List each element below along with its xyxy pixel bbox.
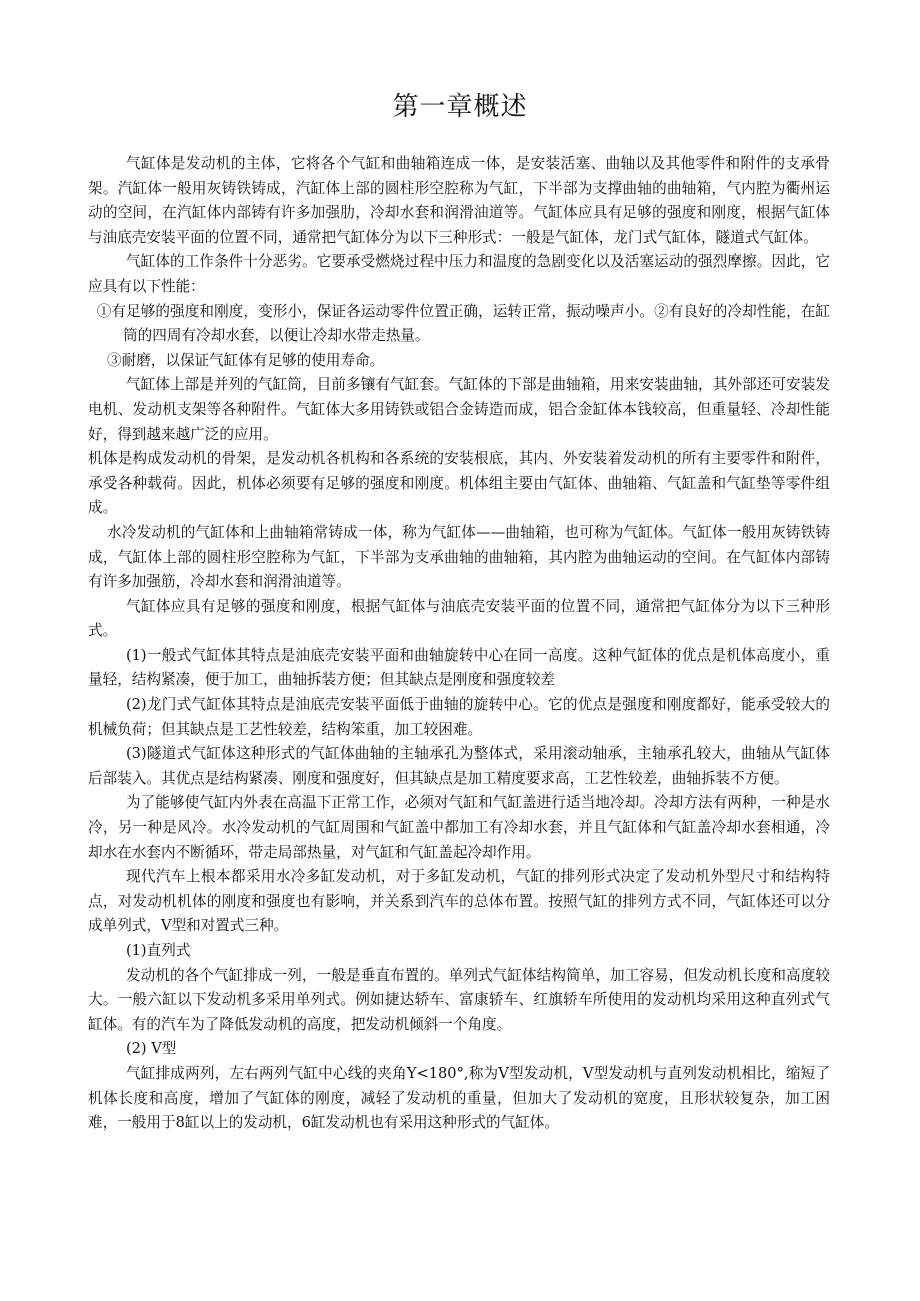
- paragraph-2: 气缸体的工作条件十分恶劣。它要承受燃烧过程中压力和温度的急剧变化以及活塞运动的强烈摩擦。因此，它应具有以下性能：: [88, 253, 830, 295]
- body-text: [88, 152, 830, 1136]
- section-heading-inline: (1)直列式: [125, 942, 191, 959]
- paragraph-17: 气缸排成两列，左右两列气缸中心线的夹角Y<180°,称为V型发动机，V型发动机与直列发动机相比，缩短了机体长度和高度，增加了气缸体的刚度，减轻了发动机的重量，但加大了发动机的宽度，且形状较复杂，加工困难，一般用于8缸以上的发动机，6缸发动机也有采用这种形式的气缸体。: [88, 1064, 830, 1132]
- paragraph-4: ③耐磨，以保证气缸体有足够的使用寿命。: [106, 351, 385, 369]
- paragraph-5: 气缸体上部是并列的气缸筒，目前多镶有气缸套。气缸体的下部是曲轴箱，用来安装曲轴，其外部还可安装发电机、发动机支架等各种附件。气缸体大多用铸铁或铝合金铸造而成，铝合金缸体本钱较高，但重量轻、冷却性能好，得到越来越广泛的应用。: [88, 376, 830, 443]
- paragraph-12: 为了能够使气缸内外表在高温下正常工作，必须对气缸和气缸盖进行适当地冷却。冷却方法有两种，一种是水冷，另一种是风冷。水冷发动机的气缸周围和气缸盖中都加工有冷却水套，并且气缸体和气缸盖冷却水套相通，冷却水在水套内不断循环，带走局部热量，对气缸和气缸盖起冷却作用。: [88, 794, 830, 861]
- paragraph-15: 发动机的各个气缸排成一列，一般是垂直布置的。单列式气缸体结构简单，加工容易，但发动机长度和高度较大。一般六缸以下发动机多采用单列式。例如捷达轿车、富康轿车、红旗轿车所使用的发动机均采用这种直列式气缸体。有的汽车为了降低发动机的高度，把发动机倾斜一个角度。: [88, 966, 830, 1033]
- paragraph-11: (3)隧道式气缸体这种形式的气缸体曲轴的主轴承孔为整体式，采用滚动轴承，主轴承孔较大，曲轴从气缸体后部装入。其优点是结构紧凑、刚度和强度好，但其缺点是加工精度要求高，工艺性较差，曲轴拆装不方便。: [88, 745, 830, 787]
- paragraph-3: ①有足够的强度和刚度，变形小，保证各运动零件位置正确，运转正常，振动噪声小。②有良好的冷却性能，在缸筒的四周有冷却水套，以便让冷却水带走热量。: [96, 302, 830, 345]
- paragraph-9: (1)一般式气缸体其特点是油底壳安装平面和曲轴旋转中心在同一高度。这种气缸体的优点是机体高度小，重量轻，结构紧凑，便于加工，曲轴拆装方便；但其缺点是刚度和强度较差: [88, 646, 830, 689]
- paragraph-8: 气缸体应具有足够的强度和刚度，根据气缸体与油底壳安装平面的位置不同，通常把气缸体分为以下三种形式。: [88, 597, 830, 640]
- paragraph-7: 水冷发动机的气缸体和上曲轴箱常铸成一体，称为气缸体——曲轴箱，也可称为气缸体。气缸体一般用灰铸铁铸成，气缸体上部的圆柱形空腔称为气缸，下半部为支承曲轴的曲轴箱，其内腔为曲轴运动的空间。在气缸体内部铸有许多加强筋，冷却水套和润滑油道等。: [88, 523, 830, 591]
- paragraph-6: 机体是构成发动机的骨架，是发动机各机构和各系统的安装根底，其内、外安装着发动机的所有主要零件和附件，承受各种载荷。因此，机体必须要有足够的强度和刚度。机体组主要由气缸体、曲轴箱、气缸盖和气缸垫等零件组成。: [88, 450, 830, 517]
- paragraph-1: 气缸体是发动机的主体，它将各个气缸和曲轴箱连成一体，是安装活塞、曲轴以及其他零件和附件的支承骨架。汽缸体一般用灰铸铁铸成，汽缸体上部的圆柱形空腔称为气缸，下半部为支撑曲轴的曲轴箱，气内腔为衢州运动的空间，在汽缸体内部铸有许多加强肋，冷却水套和润滑油道等。气缸体应具有足够的强度和刚度，根据气缸体与油底壳安装平面的位置不同，通常把气缸体分为以下三种形式：一般是气缸体，龙门式气缸体，隧道式气缸体。: [88, 155, 830, 246]
- paragraph-10: (2)龙门式气缸体其特点是油底壳安装平面低于曲轴的旋转中心。它的优点是强度和刚度都好，能承受较大的机械负荷；但其缺点是工艺性较差，结构笨重，加工较困难。: [88, 696, 830, 738]
- section-heading-v-type: (2) V型: [125, 1040, 177, 1058]
- paragraph-13: 现代汽车上根本都采用水冷多缸发动机，对于多缸发动机，气缸的排列形式决定了发动机外型尺寸和结构特点，对发动机机体的刚度和强度也有影响，并关系到汽车的总体布置。按照气缸的排列方式不同，气缸体还可以分成单列式，V型和对置式三种。: [88, 868, 830, 935]
- chapter-title: 第一章概述: [392, 92, 528, 122]
